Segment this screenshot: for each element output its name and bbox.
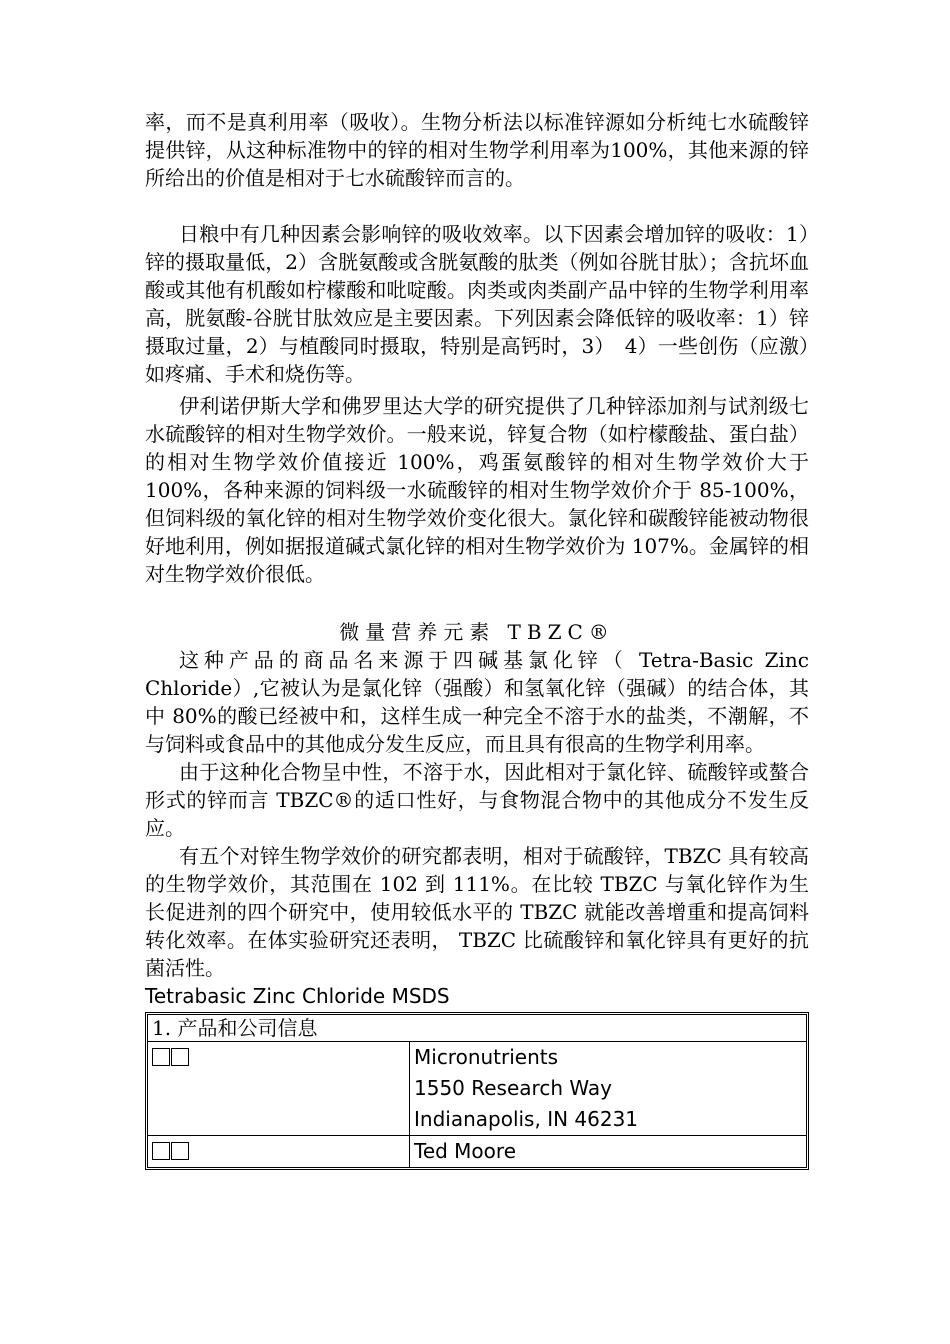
msds-table <box>145 1012 809 1170</box>
missing-glyph-icon <box>152 1142 170 1160</box>
paragraph-tbzc-description: 这种产品的商品名来源于四碱基氯化锌（ Tetra-Basic Zinc Chloride）,它被认为是氯化锌（强酸）和氢氧化锌（强碱）的结合体，其中 80%的酸已经被中和，这样生成一种完全不溶于水的盐类，不潮解，不与饲料或食品中的其他成分发生反应，而且具有很高的生物学利用率。 <box>145 648 809 756</box>
msds-row-contact <box>148 1136 806 1167</box>
missing-glyph-icon <box>171 1048 189 1066</box>
address-line-1: 1550 Research Way <box>414 1076 612 1100</box>
document-page <box>145 108 809 1170</box>
contact-name: Ted Moore <box>414 1139 516 1163</box>
msds-value-cell <box>410 1136 806 1167</box>
missing-glyph-icon <box>171 1142 189 1160</box>
paragraph-university-research: 伊利诺伊斯大学和佛罗里达大学的研究提供了几种锌添加剂与试剂级七水硫酸锌的相对生物学效价。一般来说，锌复合物（如柠檬酸盐、蛋白盐）的相对生物学效价值接近 100%，鸡蛋氨酸锌的相对生物学效价大于 100%，各种来源的饲料级一水硫酸锌的相对生物学效价介于 85-100%，但饲料级的氧化锌的相对生物学效价变化很大。氯化锌和碳酸锌能被动物很好地利用，例如据报道碱式氯化锌的相对生物学效价为 107%。金属锌的相对生物学效价很低。 <box>145 394 809 586</box>
msds-title: Tetrabasic Zinc Chloride MSDS <box>145 984 450 1008</box>
msds-value-cell <box>410 1042 806 1135</box>
paragraph-tbzc-studies: 有五个对锌生物学效价的研究都表明，相对于硫酸锌，TBZC 具有较高的生物学效价，其范围在 102 到 111%。在比较 TBZC 与氧化锌作为生长促进剂的四个研究中，使用较低水平的 TBZC 就能改善增重和提高饲料转化效率。在体实验研究还表明， TBZC 比硫酸锌和氧化锌具有更好的抗菌活性。 <box>145 844 809 980</box>
msds-label-cell <box>148 1136 410 1167</box>
address-line-2: Indianapolis, IN 46231 <box>414 1107 639 1131</box>
paragraph-tbzc-palatability: 由于这种化合物呈中性，不溶于水，因此相对于氯化锌、硫酸锌或螯合形式的锌而言 TBZC®的适口性好，与食物混合物中的其他成分不发生反应。 <box>145 760 809 840</box>
paragraph-absorption-factors: 日粮中有几种因素会影响锌的吸收效率。以下因素会增加锌的吸收：1）锌的摄取量低，2）含胱氨酸或含胱氨酸的肽类（例如谷胱甘肽）；含抗坏血酸或其他有机酸如柠檬酸和吡啶酸。肉类或肉类副产品中锌的生物学利用率高，胱氨酸-谷胱甘肽效应是主要因素。下列因素会降低锌的吸收率：1）锌摄取过量，2）与植酸同时摄取，特别是高钙时，3） 4）一些创伤（应激）如疼痛、手术和烧伤等。 <box>145 222 809 386</box>
missing-glyph-icon <box>152 1048 170 1066</box>
company-name: Micronutrients <box>414 1045 559 1069</box>
msds-row-company <box>148 1042 806 1136</box>
section-heading-tbzc: 微量营养元素 TBZC® <box>339 620 615 644</box>
msds-section-header: 1. 产品和公司信息 <box>148 1015 806 1042</box>
msds-label-cell <box>148 1042 410 1135</box>
paragraph-bioavailability-intro: 率，而不是真利用率（吸收）。生物分析法以标准锌源如分析纯七水硫酸锌提供锌，从这种标准物中的锌的相对生物学利用率为100%，其他来源的锌所给出的价值是相对于七水硫酸锌而言的。 <box>145 110 809 190</box>
